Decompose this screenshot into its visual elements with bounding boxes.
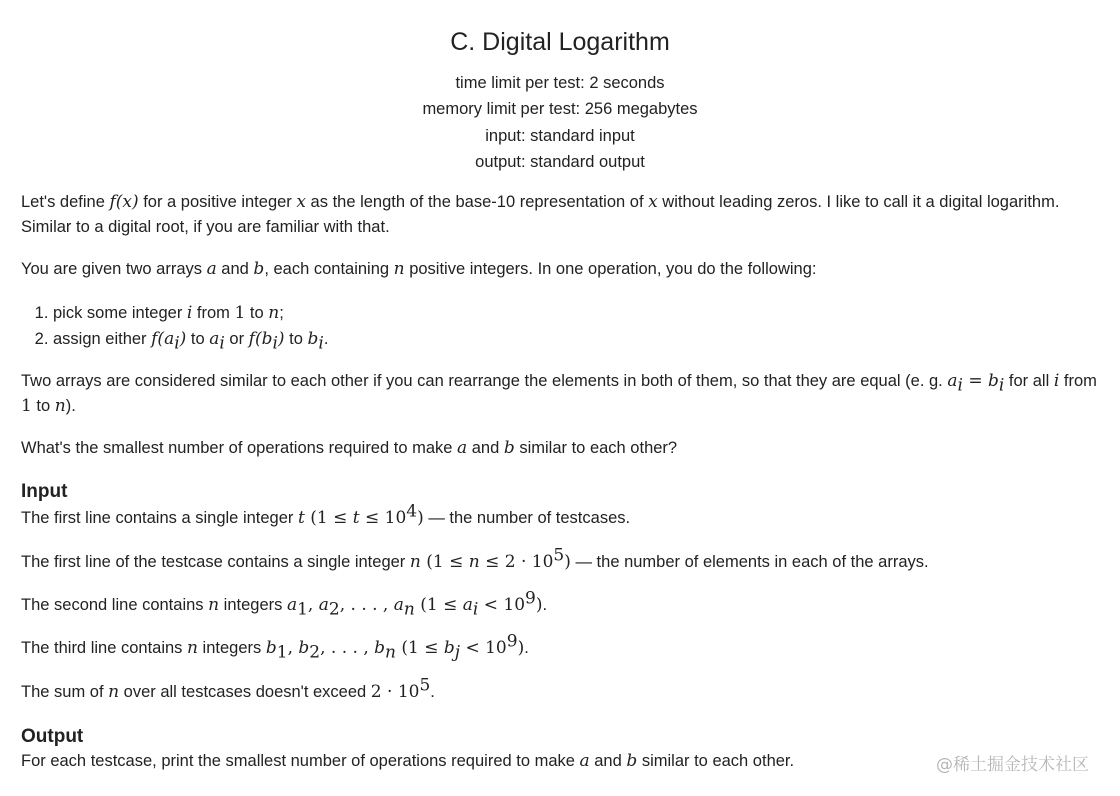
list-item: 1. pick some integer i from 1 to n; [53,300,1120,326]
output-heading: Output [21,726,84,747]
output-line: For each testcase, print the smallest number of operations required to make a and b similar to each other. [21,751,795,771]
statement-paragraph: Two arrays are considered similar to each other if you can rearrange the elements in both of them, so that they are equal (e. g. $a_i = b_i$ for all i from 1 to n). [21,371,1097,416]
statement-paragraph: Let's define f(x) for a positive integer x as the length of the base-10 representation of x without leading zeros. I like to call it a digital logarithm. Similar to a digital root, if you are familiar with that. [21,192,1060,236]
problem-header [0,26,1120,175]
memory-limit: memory limit per test: 256 megabytes [422,100,698,119]
input-line: The second line contains n integers $a_1$, $a_2$, . . . , $a_n$ $(1 \le a_i < 10^9)$. [21,588,548,620]
problem-title: C. Digital Logarithm [450,28,670,56]
time-limit: time limit per test: 2 seconds [455,74,665,92]
statement-paragraph: What's the smallest number of operations required to make a and b similar to each other? [21,438,678,458]
watermark-text: @稀土掘金技术社区 [936,755,1089,775]
operation-list [21,300,1120,352]
input-line: The first line contains a single integer t $(1 \le t \le 10^4)$ — the number of testcases. [21,501,631,528]
output-spec: output: standard output [475,152,645,171]
input-line: The third line contains n integers $b_1$, $b_2$, . . . , $b_n$ $(1 \le b_j < 10^9)$. [21,631,529,663]
input-spec: input: standard input [485,126,635,145]
input-line: The sum of n over all testcases doesn't exceed $2 \cdot 10^5$. [21,675,435,702]
input-heading: Input [21,481,68,502]
input-line: The first line of the testcase contains a single integer n $(1 \le n \le 2 \cdot 10^5)$ — the number of elements in each of the arrays. [21,545,929,572]
list-item: 2. assign either $f(a_i)$ to $a_i$ or $f(b_i)$ to $b_i$. [53,326,1120,352]
statement-paragraph: You are given two arrays a and b, each containing n positive integers. In one operation, you do the following: [21,259,817,279]
